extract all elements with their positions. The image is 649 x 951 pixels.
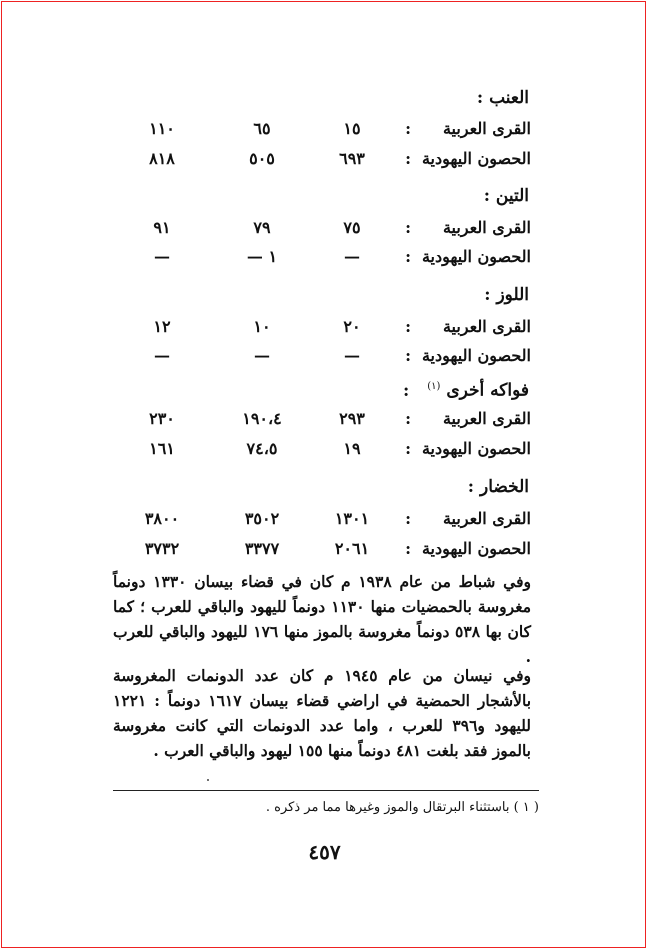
value-col-2: ١ — [246, 247, 278, 266]
row-colon: : [405, 409, 411, 428]
value-col-3: ١٦١ [149, 439, 175, 458]
row-label: الحصون اليهودية [421, 539, 531, 558]
value-col-3: ٩١ [153, 218, 171, 237]
value-col-3: ٢٣٠ [149, 409, 175, 428]
row-label: القرى العربية [442, 509, 531, 528]
value-col-1: — [344, 247, 360, 266]
value-col-2: ٧٤،٥ [246, 439, 278, 458]
row-colon: : [405, 509, 411, 528]
page-number: ٤٥٧ [308, 840, 341, 864]
table-row [0, 246, 649, 268]
row-label: الحصون اليهودية [421, 346, 531, 365]
footnote-rule [113, 790, 539, 791]
value-col-3: ٨١٨ [149, 149, 175, 168]
row-label: الحصون اليهودية [421, 247, 531, 266]
table-row [0, 316, 649, 338]
row-label: الحصون اليهودية [421, 149, 531, 168]
row-colon: : [405, 149, 411, 168]
value-col-1: ١٩ [343, 439, 361, 458]
row-colon: : [405, 439, 411, 458]
paragraph-1945: وفي نيسان من عام ١٩٤٥ م كان عدد الدونمات المغروسة بالأشجار الحمضية في اراضي قضاء بيسان ١٦١٧ دونماً : ١٢٢١ لليهود و٣٩٦ للعرب ، واما عدد الدونمات التي كانت مغروسة بالموز فقد بلغت ٤٨١ دونماً منها ١٥٥ ليهود والباقي العرب . [113, 666, 532, 760]
value-col-1: ١٣٠١ [334, 509, 370, 528]
row-label: الحصون اليهودية [421, 439, 531, 458]
table-row [0, 217, 649, 239]
value-col-3: — [154, 346, 170, 365]
section-heading-almonds: اللوز : [484, 285, 529, 305]
heading-colon: : [403, 380, 410, 401]
value-col-2: ٦٥ [253, 119, 271, 138]
row-label: القرى العربية [442, 317, 531, 336]
footnote: ( ١ ) باستثناء البرتقال والموز وغيرها مما مر ذكره . [265, 800, 539, 815]
section-heading-other-fruits [403, 377, 529, 401]
value-col-2: — [254, 346, 270, 365]
paragraph-1938: وفي شباط من عام ١٩٣٨ م كان في قضاء بيسان ١٣٣٠ دونماً مغروسة بالحمضيات منها ١١٣٠ دونماً لليهود والباقي للعرب ؛ كما كان بها ٥٣٨ دونماً مغروسة بالموز منها ١٧٦ لليهود والباقي للعرب . [113, 572, 531, 666]
row-colon: : [405, 317, 411, 336]
footnote-marker: (١) [427, 381, 441, 392]
value-col-3: ٣٧٣٢ [144, 539, 180, 558]
value-col-1: — [344, 346, 360, 365]
row-label: القرى العربية [442, 218, 531, 237]
row-colon: : [405, 346, 411, 365]
value-col-3: ٣٨٠٠ [144, 509, 180, 528]
table-row [0, 118, 649, 140]
row-label: القرى العربية [442, 119, 531, 138]
value-col-2: ١٠ [253, 317, 271, 336]
row-colon: : [405, 119, 411, 138]
value-col-2: ١٩٠،٤ [242, 409, 282, 428]
section-heading-grapes: العنب : [476, 88, 529, 108]
value-col-1: ٧٥ [343, 218, 361, 237]
value-col-3: ١٢ [153, 317, 171, 336]
value-col-3: — [154, 247, 170, 266]
row-colon: : [405, 218, 411, 237]
value-col-2: ٥٠٥ [249, 149, 275, 168]
value-col-1: ٢٠ [343, 317, 361, 336]
value-col-1: ٦٩٣ [339, 149, 365, 168]
row-colon: : [405, 539, 411, 558]
table-row [0, 438, 649, 460]
value-col-2: ٣٣٧٧ [244, 539, 280, 558]
table-row [0, 538, 649, 560]
table-row [0, 148, 649, 170]
heading-text: فواكه أخرى [446, 380, 529, 401]
value-col-1: ١٥ [343, 119, 361, 138]
value-col-3: ١١٠ [149, 119, 175, 138]
table-row [0, 408, 649, 430]
row-colon: : [405, 247, 411, 266]
scan-speck [207, 779, 209, 781]
value-col-1: ٢٠٦١ [334, 539, 370, 558]
value-col-1: ٢٩٣ [339, 409, 365, 428]
table-row [0, 345, 649, 367]
row-label: القرى العربية [442, 409, 531, 428]
section-heading-figs: التين : [483, 186, 529, 206]
value-col-2: ٣٥٠٢ [244, 509, 280, 528]
section-heading-vegetables: الخضار : [467, 477, 529, 497]
table-row [0, 508, 649, 530]
value-col-2: ٧٩ [253, 218, 271, 237]
